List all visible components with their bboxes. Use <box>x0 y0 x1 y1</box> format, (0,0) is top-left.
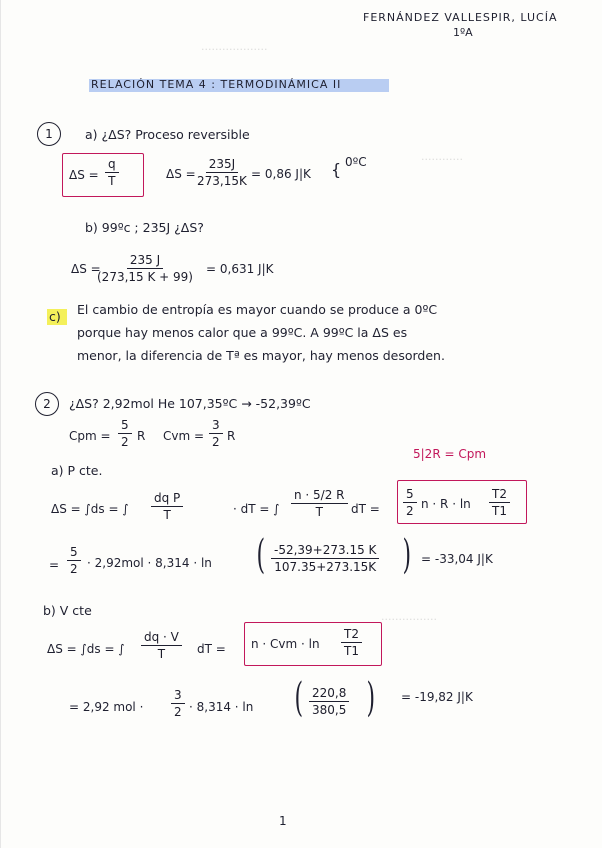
p2-cpm-r: R <box>137 429 146 443</box>
p1-calc-result: = 0,86 J|K <box>251 167 311 181</box>
p2-b-res-pre: = 2,92 mol · <box>69 700 144 714</box>
p2-b-res-coef: $\frac{3}{2}$ <box>171 688 185 719</box>
bleed-through-text: ............ <box>421 150 463 163</box>
p2-a-res-frac: $\frac{-52,39+273.15 K}{107.35+273.15K}$ <box>271 543 379 574</box>
p1-c-label: c) <box>49 309 61 324</box>
p2-a-label: a) P cte. <box>51 463 103 478</box>
author-name: FERNÁNDEZ VALLESPIR, LUCÍA <box>363 11 558 24</box>
p2-a-frac1: $\frac{\text{dq P}}{T}$ <box>151 491 183 522</box>
p2-cvm-r: R <box>227 429 236 443</box>
p2-b-dt: dT = <box>197 642 226 656</box>
p1-calc-lhs: ΔS = <box>166 167 196 181</box>
p2-b-lhs: ΔS = ∫ds = ∫ <box>47 642 125 656</box>
p2-cpm-fraction: $\frac{5}{2}$ <box>118 418 132 449</box>
p1-box-lhs: ΔS = <box>69 168 99 182</box>
p2-b-res-frac: $\frac{220,8}{380,5}$ <box>309 686 349 717</box>
p1-a-label: a) ¿ΔS? Proceso reversible <box>85 127 250 142</box>
p2-b-box-mid: n · Cvm · ln <box>251 637 320 651</box>
p2-b-box-frac: $\frac{T2}{T1}$ <box>341 627 362 658</box>
p2-a-box-mid: n · R · ln <box>421 497 471 511</box>
p2-a-box-coef: $\frac{5}{2}$ <box>403 487 417 518</box>
paren-left: ( <box>256 532 266 578</box>
p1-b-label: b) 99ºc ; 235J ¿ΔS? <box>85 220 204 235</box>
problem-2-number: 2 <box>35 392 59 416</box>
p1-c-line-2: porque hay menos calor que a 99ºC. A 99ºC la ΔS es <box>77 325 408 340</box>
bleed-through-text: ................... <box>201 40 268 53</box>
p2-a-result-value: = -33,04 J|K <box>421 552 493 566</box>
p1-b-result: = 0,631 J|K <box>206 262 274 276</box>
p2-b-frac: $\frac{dq \cdot V}{T}$ <box>141 630 182 661</box>
p2-b-result-value: = -19,82 J|K <box>401 690 473 704</box>
paren-left: ( <box>294 675 304 721</box>
p2-cpm-lhs: Cpm = <box>69 429 111 443</box>
p2-a-lhs: ΔS = ∫ds = ∫ <box>51 502 129 516</box>
paren-right: ) <box>366 675 376 721</box>
p2-a-box-frac: $\frac{T2}{T1}$ <box>489 487 510 518</box>
p1-calc-fraction: $\frac{235J}{273,15K}$ <box>197 157 247 188</box>
p1-calc-note: 0ºC <box>345 155 367 169</box>
p2-cvm-lhs: Cvm = <box>163 429 205 443</box>
page-number: 1 <box>279 814 287 828</box>
p1-b-lhs: ΔS = <box>71 262 101 276</box>
page-title: RELACIÓN TEMA 4 : TERMODINÁMICA II <box>91 78 342 91</box>
p2-a-frac2: $\frac{n \cdot 5/2 R}{T}$ <box>291 488 348 519</box>
course-label: 1ºA <box>453 26 473 39</box>
brace-symbol: { <box>331 160 342 179</box>
p1-c-line-1: El cambio de entropía es mayor cuando se produce a 0ºC <box>77 302 438 317</box>
p1-b-fraction: $\frac{235 J}{(273,15 K + 99)}$ <box>97 253 193 284</box>
p1-c-line-3: menor, la diferencia de Tª es mayor, hay menos desorden. <box>77 348 445 363</box>
bleed-through-text: ................ <box>381 610 437 623</box>
p2-cvm-fraction: $\frac{3}{2}$ <box>209 418 223 449</box>
problem-1-number: 1 <box>37 122 61 146</box>
p2-question: ¿ΔS? 2,92mol He 107,35ºC → -52,39ºC <box>69 396 311 411</box>
p2-b-label: b) V cte <box>43 603 92 618</box>
p2-a-res-mid: · 2,92mol · 8,314 · ln <box>87 556 212 570</box>
p2-side-note: 5|2R = Cpm <box>413 447 487 461</box>
p2-a-dt2: dT = <box>351 502 380 516</box>
p2-a-res-pre: = <box>49 558 60 572</box>
p1-box-fraction: $\frac{q}{T}$ <box>105 157 119 188</box>
p2-b-res-mid: · 8,314 · ln <box>189 700 254 714</box>
paren-right: ) <box>402 532 412 578</box>
p2-a-dt: · dT = ∫ <box>233 502 280 516</box>
p2-a-res-coef: $\frac{5}{2}$ <box>67 545 81 576</box>
